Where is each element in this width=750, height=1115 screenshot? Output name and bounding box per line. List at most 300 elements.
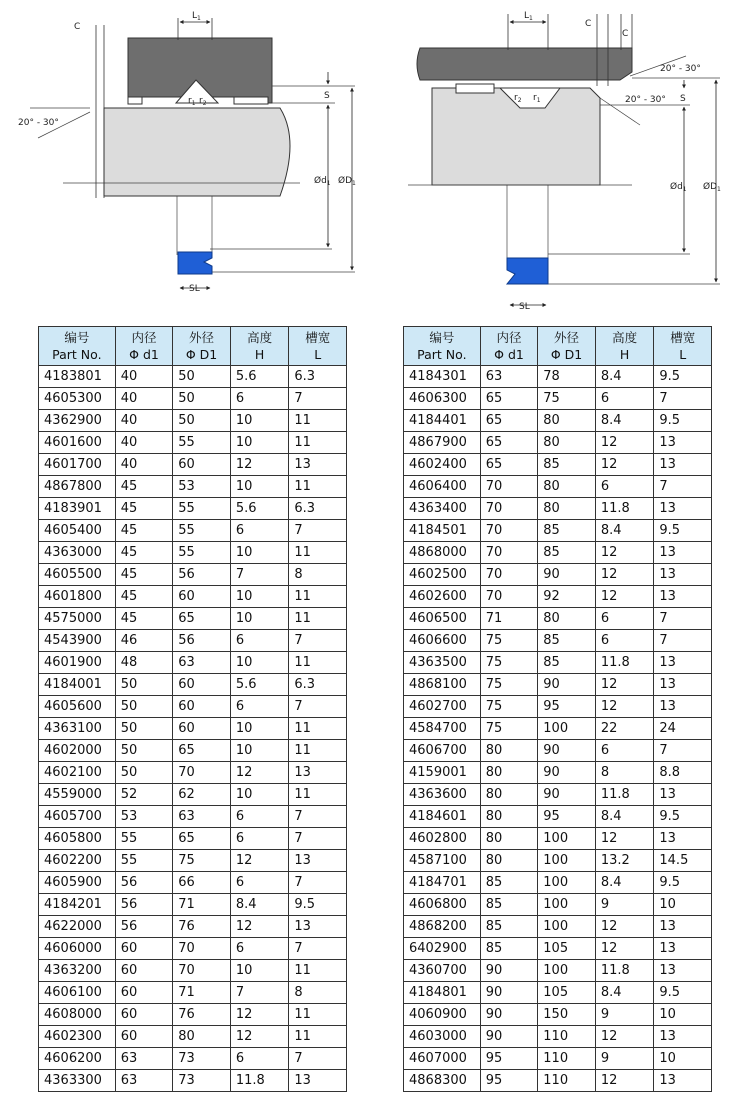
header-height: 高度 H: [230, 327, 289, 366]
part-no-cell: 4605800: [39, 828, 116, 850]
table-row: [404, 696, 712, 718]
groove-width-cell: 9.5: [289, 894, 347, 916]
inner-diameter-cell: 70: [480, 498, 538, 520]
height-cell: 6: [230, 696, 289, 718]
groove-width-cell: 11: [289, 784, 347, 806]
left-dimension-table: [38, 326, 347, 1092]
groove-width-cell: 11: [289, 652, 347, 674]
inner-diameter-cell: 65: [480, 410, 538, 432]
part-no-cell: 4606100: [39, 982, 116, 1004]
part-no-cell: 4601700: [39, 454, 116, 476]
height-cell: 12: [595, 454, 654, 476]
inner-diameter-cell: 56: [115, 872, 173, 894]
table-row: [39, 652, 347, 674]
table-row: [39, 432, 347, 454]
height-cell: 9: [595, 1048, 654, 1070]
right-blue-seal: [507, 258, 548, 284]
height-cell: 6: [595, 608, 654, 630]
outer-diameter-cell: 90: [538, 784, 596, 806]
outer-diameter-cell: 90: [538, 674, 596, 696]
part-no-cell: 4159001: [404, 762, 481, 784]
height-cell: 13.2: [595, 850, 654, 872]
height-cell: 7: [230, 982, 289, 1004]
groove-width-cell: 10: [654, 1004, 712, 1026]
table-row: [404, 784, 712, 806]
groove-width-cell: 13: [654, 674, 712, 696]
height-cell: 12: [595, 696, 654, 718]
height-cell: 12: [230, 454, 289, 476]
inner-diameter-cell: 85: [480, 894, 538, 916]
left-label-d1: $Ød_1$: [314, 176, 331, 187]
groove-width-cell: 13: [654, 542, 712, 564]
table-row: [404, 388, 712, 410]
inner-diameter-cell: 70: [480, 520, 538, 542]
header-outer-diameter: 外径 Φ D1: [173, 327, 231, 366]
part-no-cell: 4602300: [39, 1026, 116, 1048]
groove-width-cell: 13: [289, 850, 347, 872]
outer-diameter-cell: 80: [173, 1026, 231, 1048]
outer-diameter-cell: 53: [173, 476, 231, 498]
outer-diameter-cell: 85: [538, 652, 596, 674]
part-no-cell: 4183801: [39, 366, 116, 388]
part-no-cell: 4184001: [39, 674, 116, 696]
part-no-cell: 4184201: [39, 894, 116, 916]
inner-diameter-cell: 95: [480, 1070, 538, 1092]
height-cell: 6: [595, 630, 654, 652]
groove-width-cell: 7: [289, 520, 347, 542]
part-no-cell: 4184301: [404, 366, 481, 388]
table-row: [39, 476, 347, 498]
outer-diameter-cell: 71: [173, 982, 231, 1004]
part-no-cell: 4362900: [39, 410, 116, 432]
table-row: [404, 498, 712, 520]
groove-width-cell: 11: [289, 1026, 347, 1048]
inner-diameter-cell: 40: [115, 388, 173, 410]
inner-diameter-cell: 71: [480, 608, 538, 630]
part-no-cell: 4602200: [39, 850, 116, 872]
outer-diameter-cell: 110: [538, 1026, 596, 1048]
table-row: [39, 586, 347, 608]
groove-width-cell: 13: [654, 938, 712, 960]
part-no-cell: 4602500: [404, 564, 481, 586]
groove-width-cell: 13: [654, 916, 712, 938]
outer-diameter-cell: 55: [173, 520, 231, 542]
inner-diameter-cell: 63: [480, 366, 538, 388]
outer-diameter-cell: 90: [538, 740, 596, 762]
part-no-cell: 6402900: [404, 938, 481, 960]
table-row: [39, 630, 347, 652]
right-label-D1: $ØD_1$: [703, 182, 721, 193]
height-cell: 8.4: [595, 806, 654, 828]
part-no-cell: 4184401: [404, 410, 481, 432]
height-cell: 9: [595, 1004, 654, 1026]
table-row: [404, 718, 712, 740]
outer-diameter-cell: 73: [173, 1070, 231, 1092]
height-cell: 10: [230, 410, 289, 432]
outer-diameter-cell: 105: [538, 938, 596, 960]
outer-diameter-cell: 95: [538, 696, 596, 718]
left-label-l1: $L_1$: [192, 11, 201, 22]
outer-diameter-cell: 90: [538, 564, 596, 586]
outer-diameter-cell: 90: [538, 762, 596, 784]
part-no-cell: 4608000: [39, 1004, 116, 1026]
height-cell: 8.4: [595, 872, 654, 894]
table-header-row: [39, 327, 347, 366]
height-cell: 12: [595, 432, 654, 454]
inner-diameter-cell: 50: [115, 762, 173, 784]
groove-width-cell: 7: [289, 828, 347, 850]
part-no-cell: 4868000: [404, 542, 481, 564]
table-row: [404, 1026, 712, 1048]
inner-diameter-cell: 90: [480, 982, 538, 1004]
groove-width-cell: 11: [289, 740, 347, 762]
outer-diameter-cell: 75: [173, 850, 231, 872]
inner-diameter-cell: 90: [480, 960, 538, 982]
table-row: [404, 564, 712, 586]
part-no-cell: 4601800: [39, 586, 116, 608]
table-row: [404, 366, 712, 388]
groove-width-cell: 7: [289, 696, 347, 718]
table-row: [39, 696, 347, 718]
inner-diameter-cell: 70: [480, 542, 538, 564]
height-cell: 6: [230, 828, 289, 850]
groove-width-cell: 13: [289, 916, 347, 938]
table-row: [39, 564, 347, 586]
height-cell: 6: [595, 740, 654, 762]
outer-diameter-cell: 92: [538, 586, 596, 608]
outer-diameter-cell: 60: [173, 674, 231, 696]
groove-width-cell: 11: [289, 432, 347, 454]
header-part-no: 编号 Part No.: [404, 327, 481, 366]
height-cell: 10: [230, 608, 289, 630]
part-no-cell: 4601600: [39, 432, 116, 454]
header-inner-diameter: 内径 Φ d1: [115, 327, 173, 366]
right-label-sl: SL: [519, 302, 530, 312]
outer-diameter-cell: 63: [173, 806, 231, 828]
right-label-angle-bottom: 20° - 30°: [625, 95, 666, 105]
outer-diameter-cell: 73: [173, 1048, 231, 1070]
height-cell: 6: [230, 806, 289, 828]
groove-width-cell: 13: [289, 454, 347, 476]
outer-diameter-cell: 60: [173, 454, 231, 476]
outer-diameter-cell: 78: [538, 366, 596, 388]
height-cell: 12: [595, 828, 654, 850]
height-cell: 11.8: [230, 1070, 289, 1092]
groove-width-cell: 7: [289, 388, 347, 410]
groove-width-cell: 7: [654, 476, 712, 498]
height-cell: 12: [595, 674, 654, 696]
left-label-r1: $r_1$: [188, 96, 196, 107]
height-cell: 12: [595, 916, 654, 938]
height-cell: 10: [230, 542, 289, 564]
inner-diameter-cell: 45: [115, 476, 173, 498]
inner-diameter-cell: 50: [115, 740, 173, 762]
inner-diameter-cell: 90: [480, 1026, 538, 1048]
table-row: [39, 718, 347, 740]
part-no-cell: 4606600: [404, 630, 481, 652]
inner-diameter-cell: 60: [115, 960, 173, 982]
outer-diameter-cell: 100: [538, 718, 596, 740]
part-no-cell: 4605500: [39, 564, 116, 586]
table-row: [39, 740, 347, 762]
table-row: [39, 1026, 347, 1048]
outer-diameter-cell: 63: [173, 652, 231, 674]
table-row: [39, 850, 347, 872]
table-row: [404, 454, 712, 476]
table-row: [404, 432, 712, 454]
outer-diameter-cell: 150: [538, 1004, 596, 1026]
height-cell: 11.8: [595, 652, 654, 674]
outer-diameter-cell: 50: [173, 366, 231, 388]
part-no-cell: 4602100: [39, 762, 116, 784]
outer-diameter-cell: 80: [538, 476, 596, 498]
groove-width-cell: 11: [289, 608, 347, 630]
outer-diameter-cell: 62: [173, 784, 231, 806]
height-cell: 10: [230, 476, 289, 498]
outer-diameter-cell: 100: [538, 916, 596, 938]
outer-diameter-cell: 60: [173, 696, 231, 718]
part-no-cell: 4605600: [39, 696, 116, 718]
inner-diameter-cell: 75: [480, 630, 538, 652]
table-row: [39, 520, 347, 542]
part-no-cell: 4575000: [39, 608, 116, 630]
groove-width-cell: 8.8: [654, 762, 712, 784]
left-blue-seal: [178, 252, 212, 274]
groove-width-cell: 11: [289, 586, 347, 608]
height-cell: 10: [230, 740, 289, 762]
height-cell: 8.4: [595, 410, 654, 432]
part-no-cell: 4603000: [404, 1026, 481, 1048]
height-cell: 12: [595, 586, 654, 608]
groove-width-cell: 13: [289, 762, 347, 784]
height-cell: 7: [230, 564, 289, 586]
groove-width-cell: 11: [289, 718, 347, 740]
height-cell: 9: [595, 894, 654, 916]
part-no-cell: 4606300: [404, 388, 481, 410]
outer-diameter-cell: 70: [173, 762, 231, 784]
part-no-cell: 4184701: [404, 872, 481, 894]
groove-width-cell: 24: [654, 718, 712, 740]
part-no-cell: 4602700: [404, 696, 481, 718]
inner-diameter-cell: 60: [115, 1004, 173, 1026]
table-row: [39, 784, 347, 806]
part-no-cell: 4606500: [404, 608, 481, 630]
part-no-cell: 4607000: [404, 1048, 481, 1070]
right-label-r2: $r_2$: [514, 93, 522, 104]
left-label-angle: 20° - 30°: [18, 118, 59, 128]
part-no-cell: 4602000: [39, 740, 116, 762]
height-cell: 10: [230, 718, 289, 740]
groove-width-cell: 13: [654, 454, 712, 476]
groove-width-cell: 13: [654, 1070, 712, 1092]
outer-diameter-cell: 66: [173, 872, 231, 894]
right-label-angle-top: 20° - 30°: [660, 64, 701, 74]
groove-width-cell: 13: [654, 586, 712, 608]
groove-width-cell: 13: [654, 784, 712, 806]
groove-width-cell: 13: [654, 696, 712, 718]
table-row: [404, 674, 712, 696]
outer-diameter-cell: 105: [538, 982, 596, 1004]
inner-diameter-cell: 56: [115, 916, 173, 938]
table-row: [39, 366, 347, 388]
outer-diameter-cell: 65: [173, 828, 231, 850]
part-no-cell: 4605300: [39, 388, 116, 410]
groove-width-cell: 13: [654, 432, 712, 454]
outer-diameter-cell: 85: [538, 630, 596, 652]
outer-diameter-cell: 55: [173, 432, 231, 454]
height-cell: 10: [230, 784, 289, 806]
part-no-cell: 4363600: [404, 784, 481, 806]
table-row: [39, 762, 347, 784]
outer-diameter-cell: 100: [538, 872, 596, 894]
part-no-cell: 4606800: [404, 894, 481, 916]
height-cell: 6: [230, 520, 289, 542]
outer-diameter-cell: 100: [538, 894, 596, 916]
height-cell: 11.8: [595, 784, 654, 806]
inner-diameter-cell: 75: [480, 718, 538, 740]
table-row: [404, 828, 712, 850]
table-row: [404, 1048, 712, 1070]
right-label-d1: $Ød_1$: [670, 182, 687, 193]
inner-diameter-cell: 90: [480, 1004, 538, 1026]
height-cell: 11.8: [595, 498, 654, 520]
inner-diameter-cell: 45: [115, 608, 173, 630]
right-label-c2: C: [622, 29, 629, 39]
part-no-cell: 4606400: [404, 476, 481, 498]
height-cell: 10: [230, 960, 289, 982]
groove-width-cell: 9.5: [654, 806, 712, 828]
groove-width-cell: 7: [289, 630, 347, 652]
left-label-sl: SL: [189, 284, 200, 294]
part-no-cell: 4363000: [39, 542, 116, 564]
inner-diameter-cell: 55: [115, 828, 173, 850]
outer-diameter-cell: 65: [173, 740, 231, 762]
inner-diameter-cell: 65: [480, 454, 538, 476]
table-row: [404, 520, 712, 542]
table-row: [404, 762, 712, 784]
outer-diameter-cell: 80: [538, 498, 596, 520]
outer-diameter-cell: 70: [173, 960, 231, 982]
height-cell: 12: [595, 1070, 654, 1092]
height-cell: 8.4: [595, 366, 654, 388]
table-row: [39, 1004, 347, 1026]
table-row: [404, 476, 712, 498]
height-cell: 12: [230, 916, 289, 938]
inner-diameter-cell: 85: [480, 916, 538, 938]
inner-diameter-cell: 40: [115, 454, 173, 476]
left-label-D1: $ØD_1$: [338, 176, 356, 187]
height-cell: 10: [230, 652, 289, 674]
groove-width-cell: 9.5: [654, 872, 712, 894]
height-cell: 6: [595, 388, 654, 410]
part-no-cell: 4622000: [39, 916, 116, 938]
inner-diameter-cell: 46: [115, 630, 173, 652]
groove-width-cell: 11: [289, 960, 347, 982]
table-row: [404, 806, 712, 828]
table-row: [404, 1070, 712, 1092]
height-cell: 12: [595, 542, 654, 564]
outer-diameter-cell: 100: [538, 828, 596, 850]
table-row: [39, 894, 347, 916]
height-cell: 6: [595, 476, 654, 498]
part-no-cell: 4867900: [404, 432, 481, 454]
inner-diameter-cell: 45: [115, 586, 173, 608]
groove-width-cell: 7: [289, 1048, 347, 1070]
groove-width-cell: 8: [289, 982, 347, 1004]
groove-width-cell: 14.5: [654, 850, 712, 872]
groove-width-cell: 7: [654, 608, 712, 630]
table-row: [404, 960, 712, 982]
groove-width-cell: 10: [654, 1048, 712, 1070]
part-no-cell: 4584700: [404, 718, 481, 740]
table-row: [39, 608, 347, 630]
groove-width-cell: 13: [654, 652, 712, 674]
groove-width-cell: 9.5: [654, 366, 712, 388]
part-no-cell: 4605400: [39, 520, 116, 542]
header-groove-width: 槽宽 L: [289, 327, 347, 366]
groove-width-cell: 13: [654, 828, 712, 850]
height-cell: 6: [230, 938, 289, 960]
table-row: [39, 960, 347, 982]
inner-diameter-cell: 48: [115, 652, 173, 674]
outer-diameter-cell: 50: [173, 388, 231, 410]
table-row: [39, 1070, 347, 1092]
part-no-cell: 4868300: [404, 1070, 481, 1092]
inner-diameter-cell: 45: [115, 498, 173, 520]
inner-diameter-cell: 80: [480, 828, 538, 850]
inner-diameter-cell: 45: [115, 542, 173, 564]
inner-diameter-cell: 60: [115, 938, 173, 960]
outer-diameter-cell: 56: [173, 630, 231, 652]
groove-width-cell: 6.3: [289, 498, 347, 520]
part-no-cell: 4606200: [39, 1048, 116, 1070]
part-no-cell: 4605900: [39, 872, 116, 894]
outer-diameter-cell: 110: [538, 1070, 596, 1092]
part-no-cell: 4601900: [39, 652, 116, 674]
table-row: [404, 1004, 712, 1026]
table-row: [39, 982, 347, 1004]
part-no-cell: 4363200: [39, 960, 116, 982]
inner-diameter-cell: 70: [480, 586, 538, 608]
groove-width-cell: 11: [289, 476, 347, 498]
part-no-cell: 4363100: [39, 718, 116, 740]
inner-diameter-cell: 55: [115, 850, 173, 872]
inner-diameter-cell: 60: [115, 1026, 173, 1048]
inner-diameter-cell: 52: [115, 784, 173, 806]
table-row: [404, 872, 712, 894]
groove-width-cell: 7: [654, 388, 712, 410]
inner-diameter-cell: 40: [115, 410, 173, 432]
part-no-cell: 4587100: [404, 850, 481, 872]
inner-diameter-cell: 75: [480, 674, 538, 696]
table-row: [39, 542, 347, 564]
inner-diameter-cell: 85: [480, 872, 538, 894]
height-cell: 5.6: [230, 366, 289, 388]
table-row: [39, 872, 347, 894]
groove-width-cell: 11: [289, 410, 347, 432]
table-row: [404, 916, 712, 938]
outer-diameter-cell: 70: [173, 938, 231, 960]
part-no-cell: 4606000: [39, 938, 116, 960]
part-no-cell: 4184801: [404, 982, 481, 1004]
table-row: [39, 674, 347, 696]
inner-diameter-cell: 75: [480, 652, 538, 674]
left-backup-ring: [234, 97, 268, 104]
groove-width-cell: 7: [289, 872, 347, 894]
height-cell: 8: [595, 762, 654, 784]
height-cell: 12: [595, 1026, 654, 1048]
left-label-r2: $r_2$: [199, 96, 207, 107]
